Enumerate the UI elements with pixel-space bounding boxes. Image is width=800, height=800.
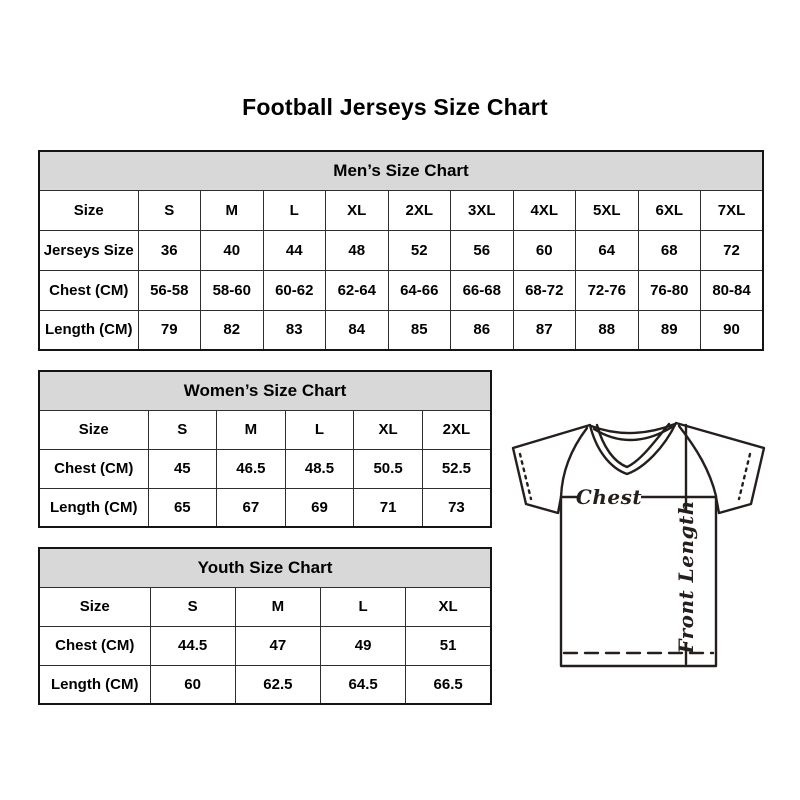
row-label: Chest (CM) (39, 270, 138, 310)
table-cell: 72-76 (576, 270, 639, 310)
table-cell: 68 (638, 230, 701, 270)
table-cell: L (321, 587, 406, 626)
table-cell: 80-84 (701, 270, 764, 310)
table-cell: 56 (451, 230, 514, 270)
table-cell: 51 (406, 626, 491, 665)
table-cell: 68-72 (513, 270, 576, 310)
table-row (39, 665, 491, 704)
table-cell: 50.5 (354, 449, 423, 488)
table-row (39, 488, 491, 527)
jersey-diagram (500, 400, 770, 680)
front-length-label: Front Length (674, 500, 698, 654)
table-cell: 7XL (701, 190, 764, 230)
table-cell: 62-64 (326, 270, 389, 310)
table-row (39, 449, 491, 488)
table-row (39, 587, 491, 626)
table-cell: L (263, 190, 326, 230)
table-cell: 82 (201, 310, 264, 350)
table-cell: 60 (513, 230, 576, 270)
table-cell: S (148, 410, 217, 449)
table-cell: M (201, 190, 264, 230)
womens-table-title: Women’s Size Chart (39, 371, 491, 410)
table-cell: 76-80 (638, 270, 701, 310)
table-cell: 60-62 (263, 270, 326, 310)
youth-table-title: Youth Size Chart (39, 548, 491, 587)
table-cell: M (235, 587, 320, 626)
row-label: Length (CM) (39, 488, 148, 527)
table-cell: S (138, 190, 201, 230)
row-label: Jerseys Size (39, 230, 138, 270)
table-row (39, 270, 763, 310)
table-cell: 85 (388, 310, 451, 350)
table-cell: 69 (285, 488, 354, 527)
table-row (39, 626, 491, 665)
table-cell: 71 (354, 488, 423, 527)
table-cell: 44.5 (150, 626, 235, 665)
table-cell: 58-60 (201, 270, 264, 310)
table-row (39, 190, 763, 230)
page-title: Football Jerseys Size Chart (242, 94, 548, 120)
table-cell: XL (354, 410, 423, 449)
row-label: Length (CM) (39, 310, 138, 350)
table-cell: XL (406, 587, 491, 626)
row-label: Size (39, 410, 148, 449)
mens-table-title: Men’s Size Chart (39, 151, 763, 190)
table-row (39, 230, 763, 270)
table-cell: 86 (451, 310, 514, 350)
row-label: Length (CM) (39, 665, 150, 704)
table-cell: 73 (422, 488, 491, 527)
table-cell: S (150, 587, 235, 626)
row-label: Chest (CM) (39, 449, 148, 488)
table-cell: XL (326, 190, 389, 230)
table-cell: 3XL (451, 190, 514, 230)
table-cell: 67 (217, 488, 286, 527)
table-cell: 5XL (576, 190, 639, 230)
table-cell: 90 (701, 310, 764, 350)
table-cell: 2XL (422, 410, 491, 449)
table-cell: L (285, 410, 354, 449)
table-cell: 66-68 (451, 270, 514, 310)
table-cell: 84 (326, 310, 389, 350)
table-row (39, 410, 491, 449)
table-cell: 62.5 (235, 665, 320, 704)
row-label: Size (39, 587, 150, 626)
table-cell: 48.5 (285, 449, 354, 488)
table-cell: 64-66 (388, 270, 451, 310)
table-cell: 72 (701, 230, 764, 270)
table-cell: 36 (138, 230, 201, 270)
table-cell: 64 (576, 230, 639, 270)
table-cell: 52.5 (422, 449, 491, 488)
table-cell: 45 (148, 449, 217, 488)
womens-size-table (38, 370, 492, 528)
table-cell: 52 (388, 230, 451, 270)
table-cell: 89 (638, 310, 701, 350)
table-cell: 65 (148, 488, 217, 527)
table-cell: M (217, 410, 286, 449)
table-cell: 83 (263, 310, 326, 350)
table-cell: 56-58 (138, 270, 201, 310)
table-cell: 64.5 (321, 665, 406, 704)
table-cell: 66.5 (406, 665, 491, 704)
row-label: Size (39, 190, 138, 230)
table-cell: 47 (235, 626, 320, 665)
row-label: Chest (CM) (39, 626, 150, 665)
table-row (39, 310, 763, 350)
table-cell: 48 (326, 230, 389, 270)
table-cell: 6XL (638, 190, 701, 230)
mens-size-table (38, 150, 764, 351)
table-cell: 40 (201, 230, 264, 270)
table-cell: 4XL (513, 190, 576, 230)
table-cell: 87 (513, 310, 576, 350)
table-cell: 60 (150, 665, 235, 704)
table-cell: 44 (263, 230, 326, 270)
chest-label: Chest (575, 485, 643, 509)
table-cell: 88 (576, 310, 639, 350)
table-cell: 49 (321, 626, 406, 665)
table-cell: 2XL (388, 190, 451, 230)
youth-size-table (38, 547, 492, 705)
table-cell: 46.5 (217, 449, 286, 488)
table-cell: 79 (138, 310, 201, 350)
